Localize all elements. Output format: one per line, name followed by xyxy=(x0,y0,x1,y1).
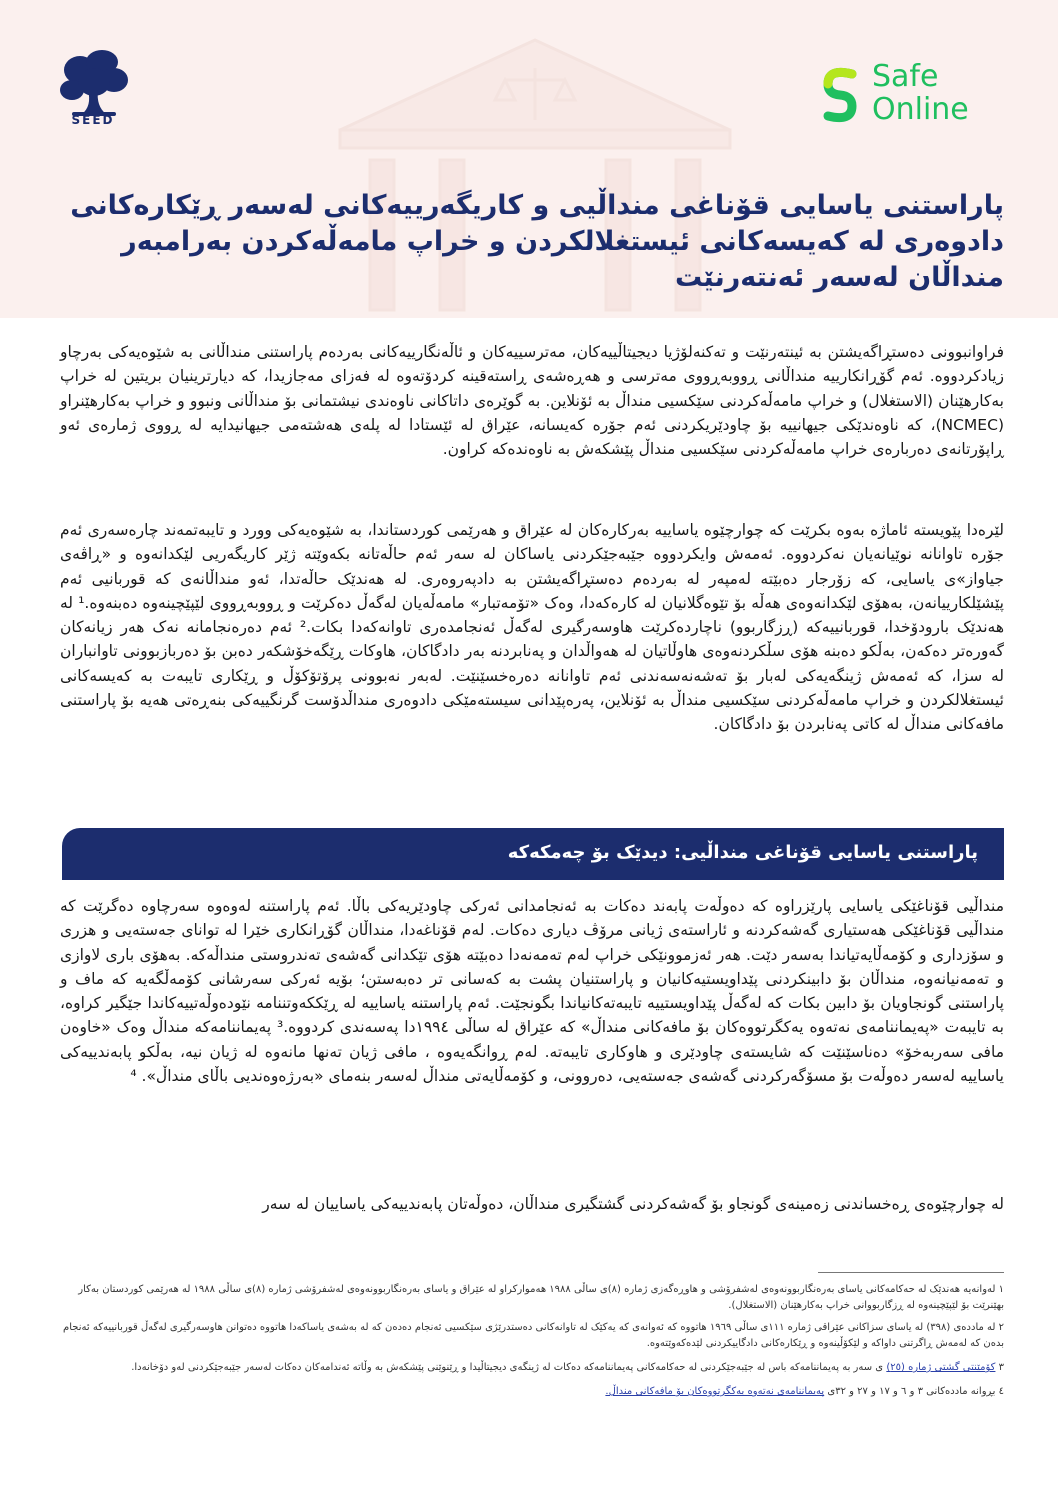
safe-logo-line2: Online xyxy=(872,92,969,127)
body-paragraph-2: لێرەدا پێویستە ئاماژە بەوە بکرێت کە چوارچێوە یاساییە بەرکارەکان لە عێراق و هەرێمی کوردستاندا، بە شێوەیەکی وورد و تایبەتمەند چارەسەری ئەم جۆرە تاوانانە نوێیانەیان نەکردووە. ئەمەش وایکردووە جێبەجێکردنی یاساکان لە سەر ئەم حاڵەتانە بکەوێتە ژێر کاریگەریی لێکدانەوە و «ڕاڤەی جیاواز»ی یاسایی، کە زۆرجار دەبێتە لەمپەر لە بەردەم دەستڕاگەیشتن بە دادپەروەری. لە هەندێک حاڵەتدا، ئەو منداڵانەی کە قوربانیی ئەم پێشێلکارییانەن، بەهۆی لێکدانەوەی هەڵە بۆ تێوەگلانیان لە کارەکەدا، وەک «تۆمەتبار» مامەڵەیان لەگەڵ دەکرێت و ڕووبەڕووی لێپێچینەوە دەبنەوە.¹ لە هەندێک بارودۆخدا، قوربانییەکە (ڕزگاربوو) ناچاردەکرێت هاوسەرگیری لەگەڵ ئەنجامدەری تاوانەکەدا بکات.² ئەم دەرەنجامانە نەک هەر زیانەکان گەورەتر دەکەن، بەڵکو دەبنە هۆی سڵکردنەوەی هاوڵاتیان لە هەواڵدان و پەنابردنە بەر دادگاکان، هاوکات ڕێگەخۆشکەر دەبن بۆ دەربازبوونی تاوانباران لە سزا، کە ئەمەش ژینگەیەکی لەبار بۆ تەشەنەسەندنی ئەم تاوانانە دەرەخسێنێت. لەبەر نەبوونی پرۆتۆکۆڵ و ڕێکاری تایبەت بە کەیسەکانی ئیستغلالکردن و خراپ مامەڵەکردنی سێکسیی منداڵ بە ئۆنلاین، پەرەپێدانی سیستەمێکی دادوەری منداڵدۆست گرنگییەکی بنەڕەتی هەیە بۆ پاراستنی مافەکانی منداڵ لە کاتی پەنابردن بۆ دادگاکان. xyxy=(60,521,1004,734)
footnote-4-number: ٤ xyxy=(995,1386,1004,1397)
body-paragraph-3: منداڵیی قۆناغێکی یاسایی پارێزراوە کە دەوڵەت پابەند دەکات بە ئەنجامدانی ئەرکی چاودێریەکی باڵا. ئەم پاراستنە لەوەوە سەرچاوە دەگرێت کە منداڵیی قۆناغێکی هەستیاری گەشەکردنە و ئاراستەی ژیانی مرۆڤ دیاری دەکات. لەم قۆناغەدا، منداڵان گۆڕانکاری خێرا لە تواناى جەستەیی و هزری و سۆزداری و کۆمەڵایەتیاندا بەسەر دێت. هەر ئەزموونێکی خراپ لەم تەمەنەدا دەبێتە هۆی تێکدانی گەشەی تەندروستی منداڵەکە. بەهۆی باری لاوازی و تەمەنیانەوە، منداڵان بۆ دابینکردنی پێداویستیەکانیان و پاراستنیان پشت بە کەسانی تر دەبەستن؛ بۆیە ئەرکی سەرشانی کۆمەڵگەیە کە ماف و پاراستنی گونجاویان بۆ دابین بکات کە لەگەڵ پێداویستییە تایبەتەکانیاندا بگونجێت. ئەم پاراستنە یاساییە لە ڕێککەوتننامە نێودەوڵەتییەکاندا جێگیر کراوە، بە تایبەت «پەیماننامەی نەتەوە یەکگرتووەکان بۆ مافەکانی منداڵ» کە عێراق لە ساڵی ١٩٩٤دا پەسەندی کردووە.³ پەیماننامەکە منداڵ وەک «خاوەن مافی سەربەخۆ» دەناسێنێت کە شایستەی چاودێری و هاوکاری تایبەتە. لەم ڕوانگەیەوە ، مافی ژیان تەنها مانەوە لە ژیان نیە، بەڵکو پابەندییەکی یاساییە لەسەر دەوڵەت بۆ مسۆگەرکردنی گەشەی جەستەیی، دەروونی، و کۆمەڵایەتی منداڵ لەسەر بنەمای «بەرژەوەندیی باڵای منداڵ». ⁴ xyxy=(60,897,1005,1086)
page-title: پاراستنی یاسایی قۆناغی منداڵیی و کاریگەرییەکانی لەسەر ڕێکارەکانی دادوەری لە کەیسەکانی ئیستغلالکردن و خراپ مامەڵەکردن بەرامبەر منداڵان لەسەر ئەنتەرنێت xyxy=(70,190,1004,293)
footnote-3 xyxy=(60,1360,1004,1376)
safe-online-logo-text xyxy=(872,60,969,126)
footnote-2: ٢ لە ماددەی (٣٩٨) لە یاسای سزاکانی عێراقی ژمارە ١١١ی ساڵی ١٩٦٩ هاتووە کە ئەوانەی کە یەکێک لە تاوانەکانی دەستدرێژی سێکسیی ئەنجام دەدەن کە لە بەشەی یاساکەدا هاتووە دەتوانن هاوسەرگیری لەگەڵ قوربانییەکە ئەنجام بدەن کە لەمەش ڕاگرتنی داواکە و لێکۆڵینەوە و ڕێکارەکانی دادگاییکردنی لێدەکەوێتەوە. xyxy=(63,1322,1004,1349)
safe-online-s-icon xyxy=(818,64,862,126)
footnote-4-text: بڕوانە ماددەکانی ٣ و ٦ و ١٧ و ٢٧ و ٣٢ی xyxy=(824,1386,996,1397)
footnote-3-text: ی سەر بە پەیماننامەکە باس لە جێبەجێکردنی لە حەکامەکانی پەیماننامەکە دەکات لە ژینگەی دیجیتاڵیدا و ڕێنوێنی پێشکەش بە وڵاتە ئەندامەکان دەکات لەسەر جێبەجێکردنی لەو دۆخانەدا. xyxy=(131,1362,887,1373)
section-header-bar xyxy=(62,828,1004,880)
footnote-4-link[interactable]: پەیماننامەی نەتەوە یەکگرتووەکان بۆ مافەکانی منداڵ. xyxy=(605,1386,825,1397)
footnote-3-link[interactable]: کۆمێنتی گشتی ژمارە (٢٥) xyxy=(886,1362,996,1373)
footnote-3-number: ٣ xyxy=(995,1362,1004,1373)
body-paragraph-1: فراوانبوونی دەستڕاگەیشتن بە ئینتەرنێت و تەکنەلۆژیا دیجیتاڵییەکان، مەترسییەکان و ئاڵەنگارییەکانی بەردەم پاراستنی منداڵانی بە شێوەیەکی بەرچاو زیادکردووە. ئەم گۆڕانکارییە منداڵانی ڕووبەڕووی مەترسی و هەڕەشەی ڕاستەقینە کردۆتەوە لە فەزای مەجازیدا، کە دیارترینیان بریتین لە خراپ بەکارهێنان (الاستغلال) و خراپ مامەڵەکردنی سێکسیی منداڵ بە ئۆنلاین. بە گوێرەی داتاکانی ناوەندی نیشتمانی بۆ منداڵانی ونبوو و خراپ بەکارهێنراو (NCMEC)، کە ناوەندێکی جیهانییە بۆ چاودێریکردنی ئەم جۆرە کەیسانە، عێراق لە ئێستادا لە پلەی هەشتەمی جیهانیدایە لە ڕووی ژمارەی ئەو ڕاپۆرتانەی دەربارەی خراپ مامەڵەکردنی سێکسیی منداڵ پێشکەش بە ناوەندەکە کراون. xyxy=(60,343,1004,459)
seed-logo-text: SEED xyxy=(71,113,115,127)
footnote-divider xyxy=(818,1272,1004,1273)
body-paragraph-4: لە چوارچێوەی ڕەخساندنی زەمینەی گونجاو بۆ گەشەکردنی گشتگیری منداڵان، دەوڵەتان پابەندییەکی یاساییان لە سەر xyxy=(262,1195,1004,1213)
footnote-4 xyxy=(60,1384,1004,1400)
safe-online-logo xyxy=(818,60,1008,130)
section-heading: پاراستنی یاسایی قۆناغی منداڵیی: دیدێک بۆ چەمکەکە xyxy=(507,842,978,863)
header-banner xyxy=(0,0,1058,318)
safe-logo-line1: Safe xyxy=(872,59,939,94)
footnote-1: ١ لەوانەیە هەندێک لە حەکامەکانی یاسای بەرەنگاربوونەوەی لەشفرۆشی و هاوڕەگەزی ژمارە (٨)ی ساڵی ١٩٨٨ هەموارکراو لە عێراق و یاسای بەرەنگاربوونەوەی لەشفرۆشی ژمارە (٨)ی ساڵی ١٩٨٨ لە هەرێمی کوردستان بەکار بهێنرێت بۆ لێپێچینەوە لە ڕزگاربووانی خراپ بەکارهێنان (الاستغلال). xyxy=(78,1284,1004,1311)
